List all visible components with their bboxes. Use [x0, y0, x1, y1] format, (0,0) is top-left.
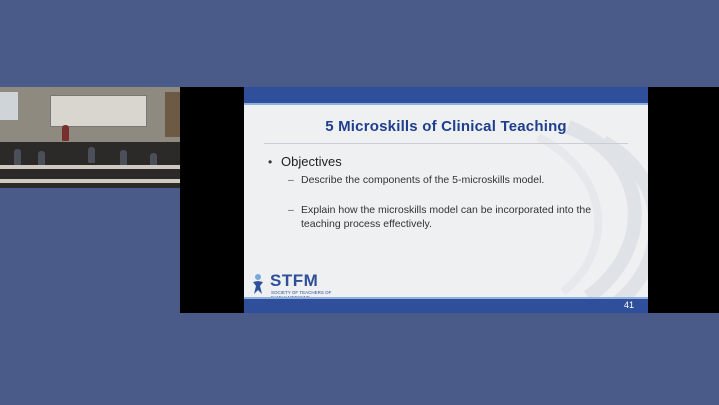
subpoint-1	[288, 173, 621, 187]
camera-presenter	[62, 125, 69, 141]
slide-page-number: 41	[623, 300, 634, 310]
camera-attendee	[120, 150, 127, 166]
slide-bottom-bar	[244, 299, 648, 313]
bullet-objectives: Objectives	[281, 154, 342, 169]
title-underline	[264, 143, 628, 144]
stfm-tagline-line-1: SOCIETY OF TEACHERS OF	[271, 290, 332, 295]
camera-attendee	[88, 147, 95, 163]
bullet-dot-icon: •	[268, 155, 273, 169]
camera-projection-screen	[0, 92, 18, 120]
slide-top-accent-line	[244, 103, 648, 105]
dash-icon: –	[288, 174, 294, 186]
slide-title: 5 Microskills of Clinical Teaching	[325, 118, 567, 135]
camera-table	[0, 165, 180, 169]
subpoint-1-text: Describe the components of the 5-microskills model.	[301, 174, 545, 186]
stfm-logo-text: STFM	[270, 271, 319, 290]
presentation-slide	[244, 87, 648, 313]
camera-door	[165, 92, 180, 137]
camera-whiteboard	[50, 95, 147, 127]
dash-icon: –	[288, 204, 294, 216]
subpoint-2	[288, 203, 621, 231]
stfm-figure-icon	[250, 273, 268, 295]
webcam-video-feed	[0, 87, 180, 188]
subpoint-2-text: Explain how the microskills model can be incorporated into the teaching process effectively.	[301, 204, 592, 230]
camera-table	[0, 179, 180, 183]
slide-top-bar	[244, 87, 648, 103]
camera-attendee	[14, 149, 21, 165]
